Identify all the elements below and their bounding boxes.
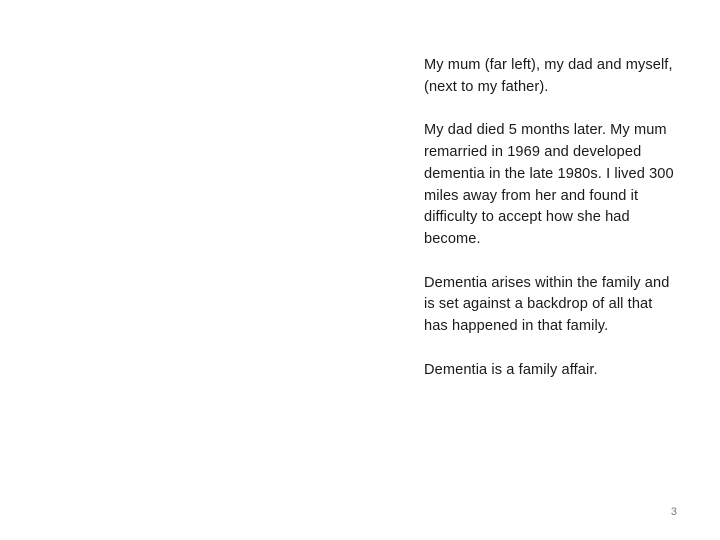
page-number: 3 bbox=[670, 506, 677, 518]
paragraph-dementia-family: Dementia arises within the family and is set against a backdrop of all that has happened in that family. bbox=[424, 274, 670, 335]
paragraph-family-affair: Dementia is a family affair. bbox=[424, 361, 598, 378]
paragraph-dad-died: My dad died 5 months later. My mum remarried in 1969 and developed dementia in the late 1980s. I lived 300 miles away from her and found it difficulty to accept how she had become. bbox=[424, 122, 674, 247]
slide-text-block bbox=[424, 55, 679, 403]
paragraph-family-photo-caption: My mum (far left), my dad and myself, (next to my father). bbox=[424, 57, 673, 95]
